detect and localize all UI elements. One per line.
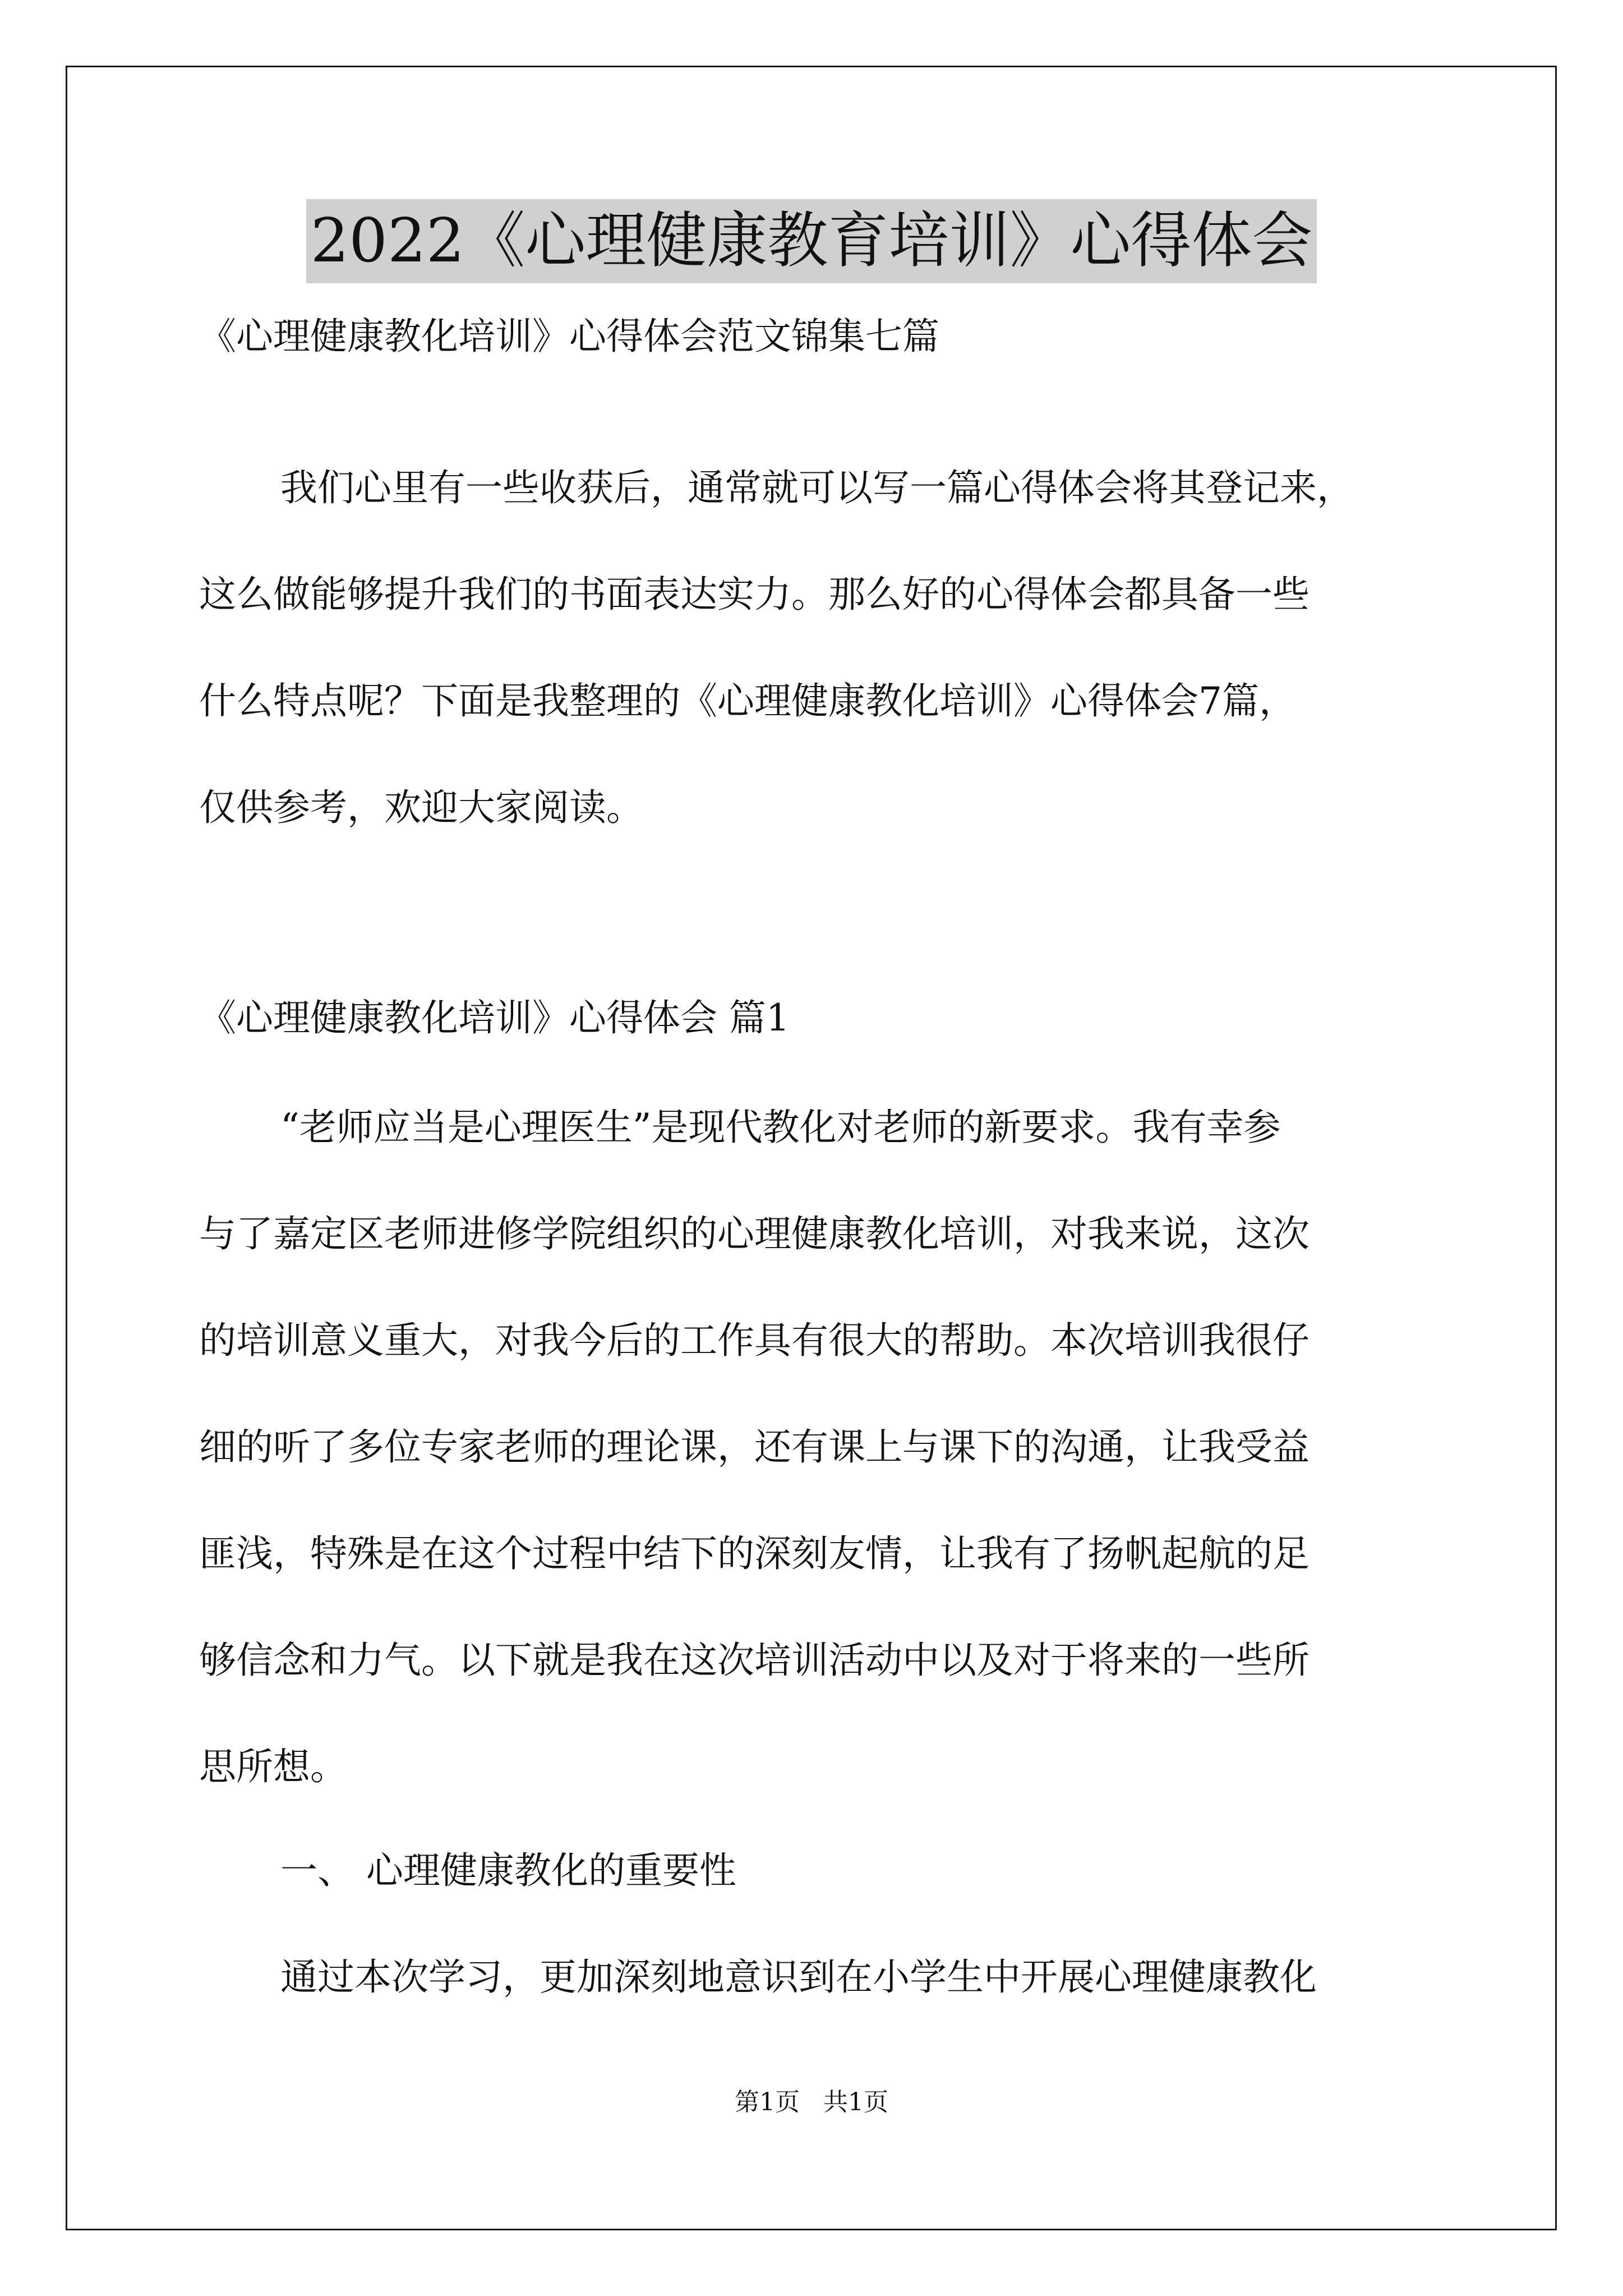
body-line: 思所想。 (199, 1745, 347, 1788)
body-line: 的培训意义重大，对我今后的工作具有很大的帮助。本次培训我很仔 (199, 1319, 1310, 1362)
intro-line: 什么特点呢？下面是我整理的《心理健康教化培训》心得体会7篇， (199, 679, 1296, 723)
intro-line: 仅供参考，欢迎大家阅读。 (199, 786, 643, 829)
page-footer: 第1页 共1页 (735, 2088, 888, 2116)
body-line: 与了嘉定区老师进修学院组织的心理健康教化培训，对我来说，这次 (199, 1212, 1310, 1255)
document-title: 2022《心理健康教育培训》心得体会 (306, 199, 1317, 283)
intro-line: 我们心里有一些收获后，通常就可以写一篇心得体会将其登记来， (280, 466, 1354, 509)
body-line: 通过本次学习，更加深刻地意识到在小学生中开展心理健康教化 (280, 1955, 1317, 1999)
body-line: “老师应当是心理医生”是现代教化对老师的新要求。我有幸参 (280, 1106, 1281, 1149)
body-line: 细的听了多位专家老师的理论课，还有课上与课下的沟通，让我受益 (199, 1425, 1310, 1469)
intro-line: 这么做能够提升我们的书面表达实力。那么好的心得体会都具备一些 (199, 573, 1310, 616)
point-heading: 一、 心理健康教化的重要性 (280, 1849, 736, 1892)
body-line: 够信念和力气。以下就是我在这次培训活动中以及对于将来的一些所 (199, 1639, 1310, 1682)
title-container (0, 199, 1623, 283)
document-subtitle: 《心理健康教化培训》心得体会范文锦集七篇 (199, 315, 939, 358)
body-line: 匪浅，特殊是在这个过程中结下的深刻友情，让我有了扬帆起航的足 (199, 1532, 1310, 1575)
section-heading: 《心理健康教化培训》心得体会 篇1 (199, 996, 790, 1039)
